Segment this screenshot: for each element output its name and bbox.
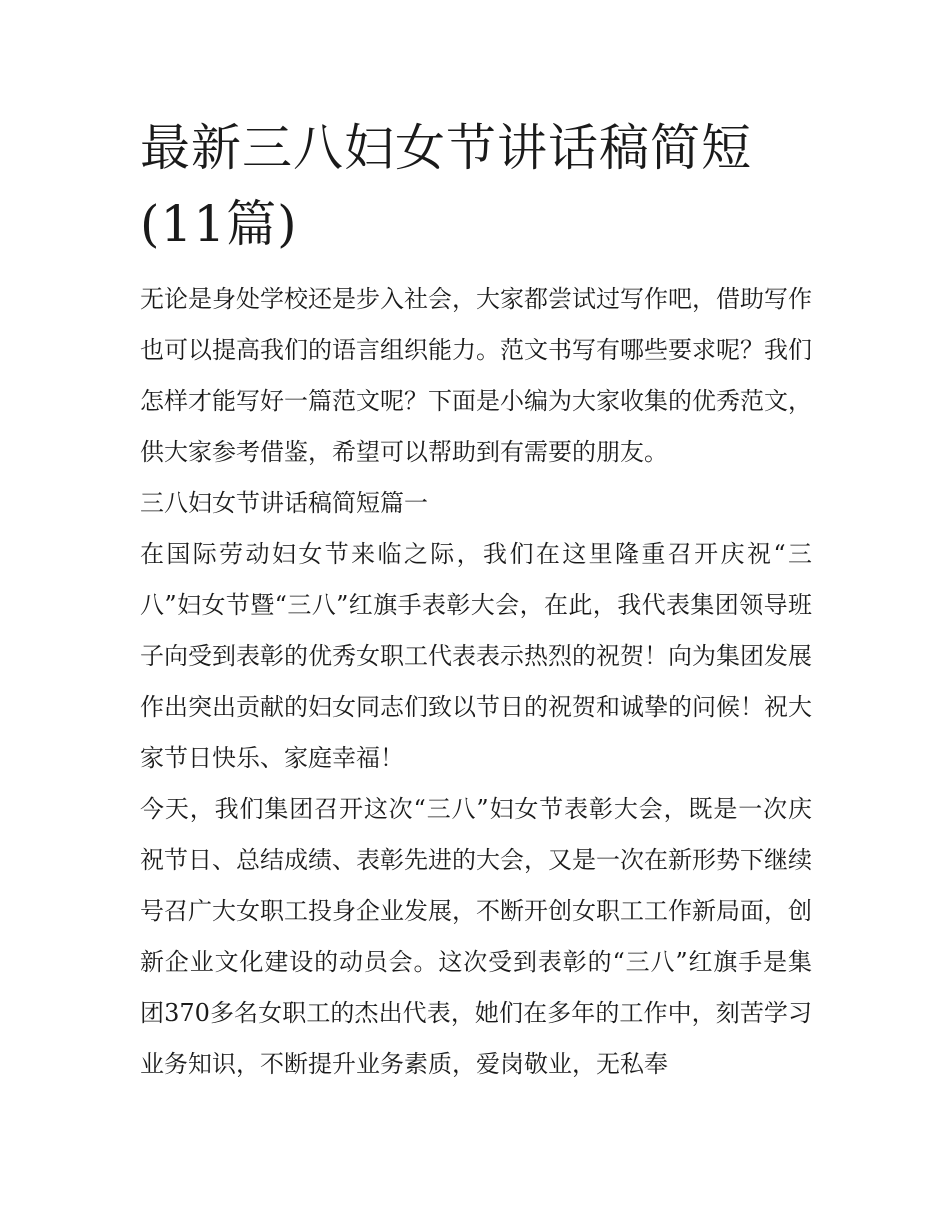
body-paragraph: 在国际劳动妇女节来临之际，我们在这里隆重召开庆祝“三八”妇女节暨“三八”红旗手表彰大会，在此，我代表集团领导班子向受到表彰的优秀女职工代表表示热烈的祝贺！向为集团发展作出突出贡献的妇女同志们致以节日的祝贺和诚挚的问候！祝大家节日快乐、家庭幸福！: [140, 540, 812, 772]
body-paragraph: 今天，我们集团召开这次“三八”妇女节表彰大会，既是一次庆祝节日、总结成绩、表彰先进的大会，又是一次在新形势下继续号召广大女职工投身企业发展，不断开创女职工工作新局面，创新企业文化建设的动员会。这次受到表彰的“三八”红旗手是集团370多名女职工的杰出代表，她们在多年的工作中，刻苦学习业务知识，不断提升业务素质，爱岗敬业，无私奉: [140, 795, 812, 1078]
document-title: 最新三八妇女节讲话稿简短(11篇): [140, 119, 752, 253]
section-heading: 三八妇女节讲话稿简短篇一: [140, 489, 428, 517]
document-body: [140, 110, 812, 1090]
intro-paragraph: 无论是身处学校还是步入社会，大家都尝试过写作吧，借助写作也可以提高我们的语言组织能力。范文书写有哪些要求呢？我们怎样才能写好一篇范文呢？下面是小编为大家收集的优秀范文，供大家参考借鉴，希望可以帮助到有需要的朋友。: [140, 285, 812, 466]
